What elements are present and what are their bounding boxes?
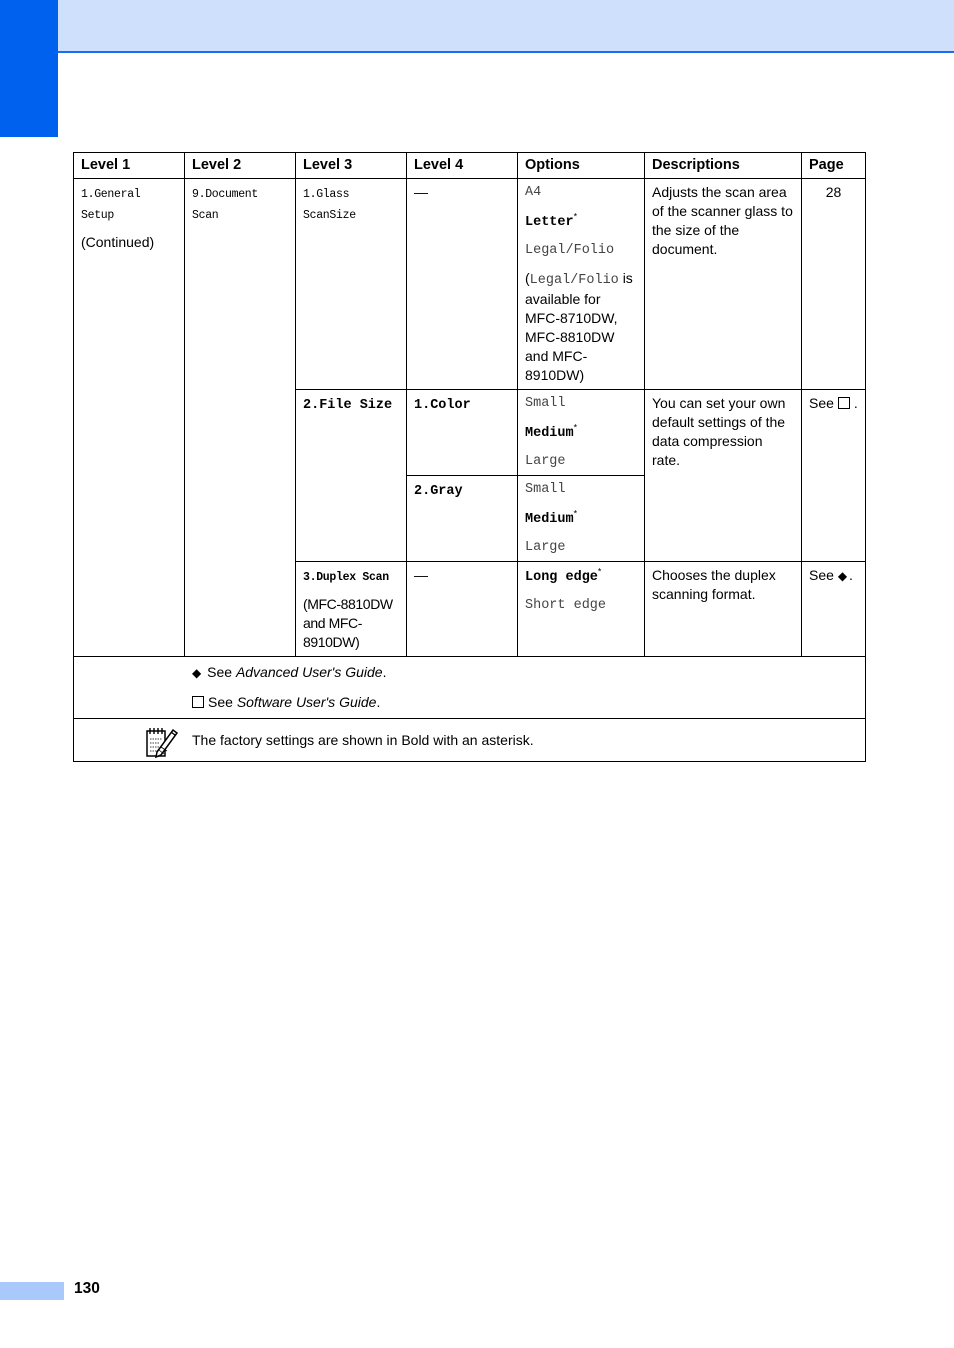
level3-cell-duplex (296, 562, 407, 657)
advanced-guide-diamond-icon: ◆ (837, 569, 848, 583)
header-level-1: Level 1 (74, 153, 185, 179)
description-cell-duplex (645, 562, 802, 657)
page-cell-filesize (802, 390, 866, 562)
option-medium-default: Medium* (525, 422, 578, 441)
legend-cell (74, 657, 866, 719)
level3-cell-glass (296, 179, 407, 390)
header-level-4: Level 4 (407, 153, 518, 179)
option-a4: A4 (525, 185, 542, 200)
legend-software: See Software User's Guide. (192, 693, 865, 712)
level4-gray: 2.Gray (414, 484, 463, 499)
legend-row (74, 657, 866, 719)
software-guide-box-icon (838, 397, 850, 409)
option-medium-default: Medium* (525, 508, 578, 527)
option-small: Small (525, 482, 566, 497)
level1-label: 1.General Setup (81, 188, 141, 222)
header-page: Page (802, 153, 866, 179)
note-text: The factory settings are shown in Bold with an asterisk. (192, 732, 534, 748)
footer-band (0, 1282, 64, 1300)
option-large: Large (525, 454, 566, 469)
header-level-2: Level 2 (185, 153, 296, 179)
note-row (74, 719, 866, 762)
diamond-icon: ◆ (192, 666, 202, 680)
header-level-3: Level 3 (296, 153, 407, 179)
level3-duplex-scan: 3.Duplex Scan (303, 571, 389, 584)
page-cell-duplex (802, 562, 866, 657)
header-band (0, 0, 954, 53)
chapter-side-tab (0, 0, 58, 137)
page-see-label: See (809, 567, 834, 583)
page-cell (802, 179, 866, 390)
page-period: . (849, 567, 853, 583)
description-file-size: You can set your own default settings of the data compression rate. (652, 395, 786, 468)
description-duplex: Chooses the duplex scanning format. (652, 567, 776, 602)
page-see-label: See (809, 395, 834, 411)
level3-cell-filesize (296, 390, 407, 562)
options-cell-color (518, 390, 645, 476)
note-pencil-icon (143, 725, 179, 759)
level1-cell (74, 179, 185, 657)
header-descriptions: Descriptions (645, 153, 802, 179)
level4-cell-gray (407, 476, 518, 562)
level3-duplex-models: (MFC-8810DW and MFC-8910DW) (303, 596, 393, 650)
level3-glass-scansize: 1.Glass ScanSize (303, 188, 356, 222)
menu-settings-table (73, 152, 866, 762)
level4-dash: — (414, 567, 428, 583)
level4-cell (407, 562, 518, 657)
description-cell-filesize (645, 390, 802, 562)
table-header-row (74, 153, 866, 179)
box-icon (192, 696, 204, 708)
level3-file-size: 2.File Size (303, 398, 393, 413)
description-glass-scansize: Adjusts the scan area of the scanner glass to the size of the document. (652, 184, 793, 257)
options-cell-gray (518, 476, 645, 562)
option-letter-default: Letter* (525, 211, 578, 230)
option-large: Large (525, 540, 566, 555)
level4-dash: — (414, 184, 428, 200)
level1-continued: (Continued) (81, 234, 155, 250)
note-cell (74, 719, 866, 762)
level2-cell (185, 179, 296, 657)
options-cell-duplex (518, 562, 645, 657)
legend (74, 657, 865, 718)
option-availability-note: (Legal/Folio is available for MFC-8710DW, MFC-8810DW and MFC-8910DW) (525, 270, 633, 383)
level2-label: 9.Document Scan (192, 188, 259, 222)
option-long-edge-default: Long edge* (525, 566, 602, 585)
page-number: 130 (74, 1280, 100, 1297)
option-short-edge: Short edge (525, 598, 607, 613)
option-small: Small (525, 396, 566, 411)
level4-cell-color (407, 390, 518, 476)
option-legal-folio: Legal/Folio (525, 243, 615, 258)
level4-color: 1.Color (414, 398, 471, 413)
header-options: Options (518, 153, 645, 179)
level4-cell (407, 179, 518, 390)
legend-advanced: ◆ See Advanced User's Guide. (192, 664, 387, 680)
software-guide-title: Software User's Guide (236, 694, 377, 710)
page-reference: 28 (825, 184, 842, 200)
table-row (74, 179, 866, 390)
options-cell (518, 179, 645, 390)
page-period: . (853, 395, 858, 411)
description-cell (645, 179, 802, 390)
advanced-guide-title: Advanced User's Guide (235, 664, 383, 680)
